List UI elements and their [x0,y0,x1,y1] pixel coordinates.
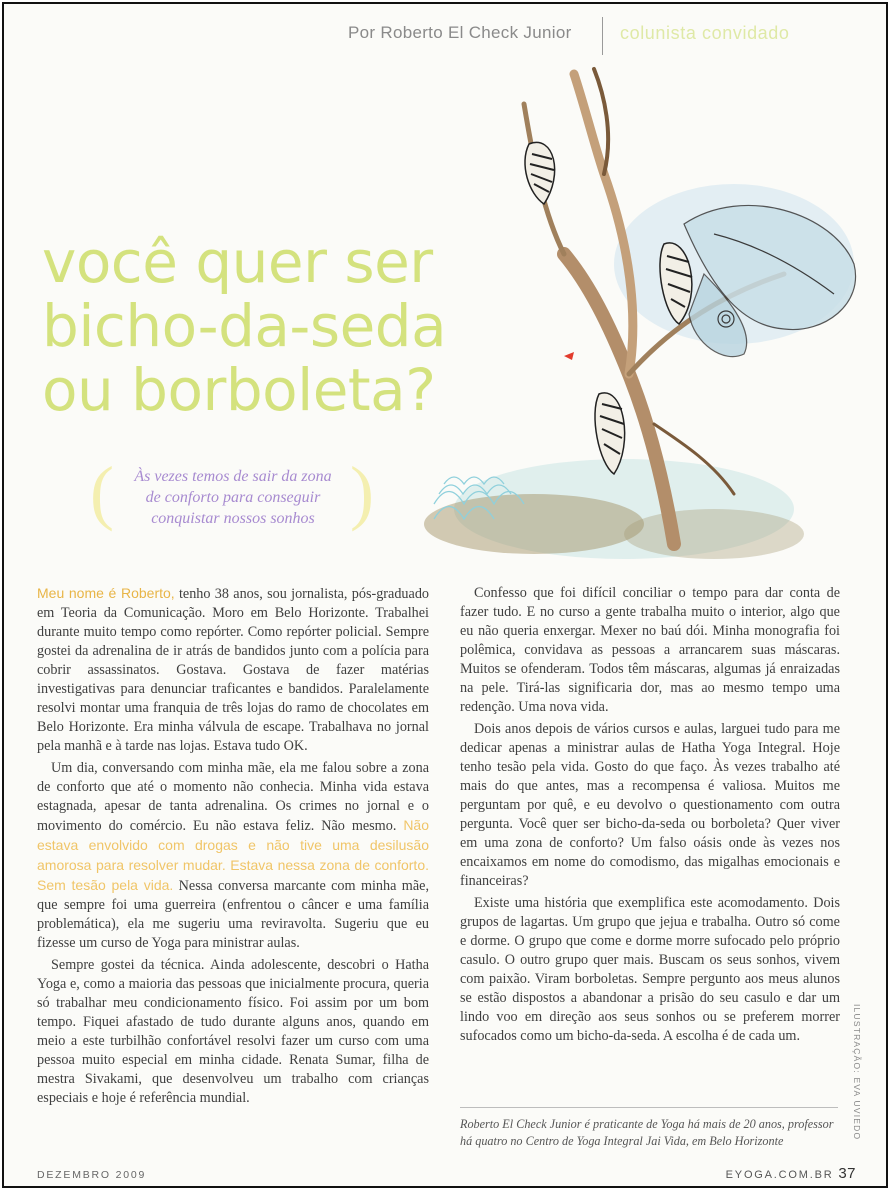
page-number: 37 [838,1165,856,1182]
lead-in: Meu nome é Roberto, [37,585,175,601]
bio-divider [460,1107,838,1108]
footer-date: DEZEMBRO 2009 [37,1169,147,1181]
open-parenthesis: ( [90,452,114,532]
ground-wash [424,494,644,554]
author-byline: Por Roberto El Check Junior [348,23,572,42]
subtitle-line-2: de conforto para conseguir [145,489,321,506]
ground-wash-2 [624,509,804,559]
subtitle-block [90,452,374,532]
footer-site: EYOGA.COM.BR [725,1169,839,1181]
paragraph-1-text: tenho 38 anos, sou jornalista, pós-graduado em Teoria da Comunicação. Moro em Belo Horizonte. Trabalhei durante muito tempo como repórter. Como repórter policial. Sempre gostei da adrenalina de ir atrás de bandidos junto com a polícia para cobrir assassinatos. Gostava. Gostava de fazer matérias investigativas para denunciar traficantes e bandidos. Paralelamente resolvi montar uma franquia de três lojas do ramo de chocolates em Belo Horizonte. Era minha válvula de escape. Trabalhava no jornal pela manhã e à tarde nas lojas. Estava tudo OK. [37,586,430,754]
header-divider [602,17,603,55]
title-line-1: você quer ser [42,228,433,296]
article-title [42,230,562,422]
paragraph-3: Sempre gostei da técnica. Ainda adolescente, descobri o Hatha Yoga e, como a maioria das pessoas que inicialmente procura, queria só trabalhar meu condicionamento físico. Foi assim por um bom tempo. Fiquei afastado de tudo durante alguns anos, quando em meio a este turbilhão confortável resolvi fazer um curso com uma pessoa muito especial em minha cidade. Renata Sumar, filha de mestra Sivakami, que desenvolveu um trabalho com crianças especiais e hoje é referência mundial. [37,957,429,1106]
small-bird [564,352,574,360]
paragraph-2 [37,759,429,953]
article-subtitle [114,466,352,529]
paragraph-5: Dois anos depois de vários cursos e aulas, larguei tudo para me dedicar apenas a ministrar aulas de Hatha Yoga Integral. Hoje tenho tesão pela vida. Gosto do que faço. Às vezes trabalho até mais do que antes, mas a recompensa é valiosa. Muitos me perguntam por quê, e eu devolvo o questionamento com outra pergunta. Você quer ser bicho-da-seda ou borboleta? Quer viver em uma zona de conforto? Um falso oásis onde às vezes nos encaixamos em nome do comodismo, das migalhas emocionais e financeiras? [460,721,840,889]
paragraph-2-rest: Nessa conversa marcante com minha mãe, que sempre foi uma guerreira (enfrentou o câncer e uma família problemática), ela me sugeriu uma reviravolta. Sugeriu que eu fizesse um curso de Yoga para ministrar aulas. [37,878,429,951]
paragraph-2-text: Um dia, conversando com minha mãe, ela me falou sobre a zona de conforto que até o momento não conhecia. Minha vida estava estagnada, apesar de tanta adrenalina. Os crimes no jornal e o movimento do comércio. Eu não estava feliz. Não mesmo. [37,760,429,834]
footer-site-page [726,1165,856,1182]
illustration-credit-text: ILUSTRAÇÃO: EVA UVIEDO [852,1004,862,1141]
subtitle-line-3: conquistar nossos sonhos [151,510,315,527]
illustration-credit [852,1004,864,1164]
close-parenthesis: ) [350,452,374,532]
section-label: colunista convidado [620,23,790,43]
body-column-left [37,584,429,1111]
subtitle-line-1: Às vezes temos de sair da zona [134,468,332,485]
paragraph-6: Existe uma história que exemplifica este acomodamento. Dois grupos de lagartas. Um grupo que jejua e trabalha. Outro só come e dorme. O grupo que come e dorme morre sufocado pelo próprio casulo. O outro grupo quer mais. Buscam os seus sonhos, vivem com paixão. Viram borboletas. Sempre pergunto aos meus alunos se estão dispostos a abandonar a prisão do seu casulo e dar um lindo voo em direção aos seus sonhos ou se preferem morrer sufocados como um bicho-da-seda. A escolha é de cada um. [460,895,840,1044]
magazine-page [2,2,888,1188]
body-column-right [460,584,840,1049]
title-line-3: ou borboleta? [42,356,436,424]
pull-highlight: Não estava envolvido com drogas e não tive uma desilusão amorosa para resolver mudar. Estava nessa zona de conforto. Sem tesão pela vida. [37,817,429,893]
title-line-2: bicho-da-seda [42,292,447,360]
author-bio: Roberto El Check Junior é praticante de Yoga há mais de 20 anos, professor há quatro no Centro de Yoga Integral Jai Vida, em Belo Horizonte [460,1117,834,1148]
paragraph-1 [37,584,429,756]
paragraph-4: Confesso que foi difícil conciliar o tempo para dar conta de fazer tudo. E no curso a gente trabalha muito o interior, algo que eu não queria enxergar. Mexer no baú dói. Minha monografia foi polêmica, convidava as pessoas a arrancarem suas máscaras. Muitos se ofenderam. Todos têm máscaras, algumas já enraizadas na pele. Tirá-las significaria dor, mas ao mesmo tempo uma redenção. Uma nova vida. [460,585,840,715]
